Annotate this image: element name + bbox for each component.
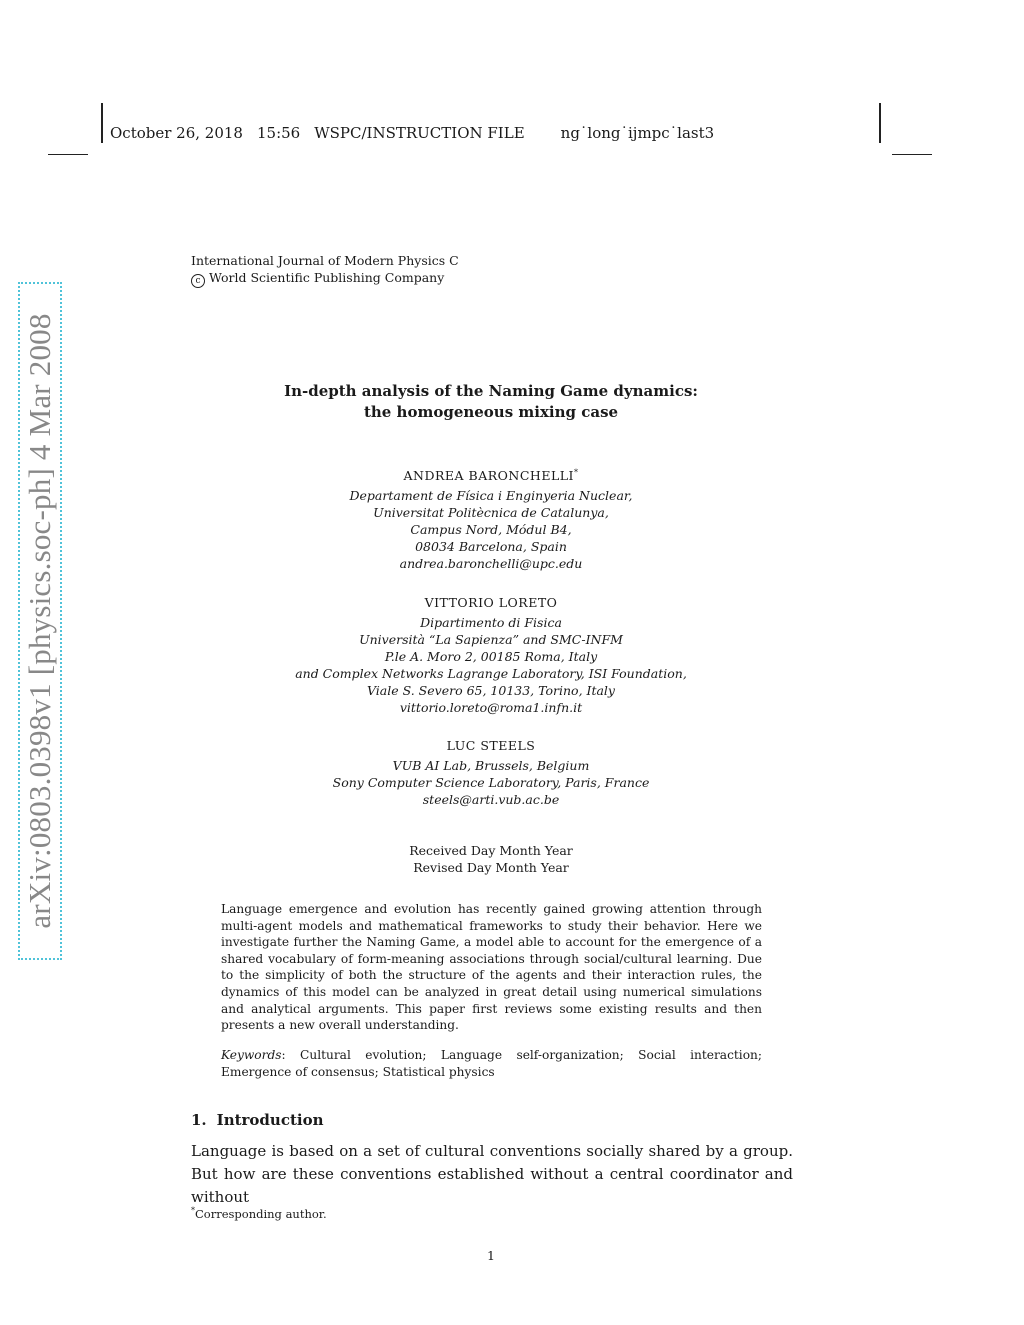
affiliation-line: and Complex Networks Lagrange Laboratory, ISI Foundation, [295,666,687,681]
keywords-label: Keywords [221,1048,282,1062]
author-affiliation [190,614,792,716]
keywords-text: : Cultural evolution; Language self-organization; Social interaction; Emergence of consensus; Statistical physics [221,1048,762,1079]
copyright-icon: c [191,274,205,288]
header-time: 15:56 [256,124,301,142]
affiliation-line: Sony Computer Science Laboratory, Paris, France [332,775,650,790]
affiliation-line: Campus Nord, Módul B4, [410,522,572,538]
author-email: vittorio.loreto@roma1.infn.it [399,700,583,715]
footnote-marker: * [191,1206,195,1215]
title-line-1: In-depth analysis of the Naming Game dynamics: [284,382,698,400]
section-heading [191,1111,324,1129]
intro-paragraph: Language is based on a set of cultural conventions socially shared by a group. But how are these conventions established without a central coordinator and without [191,1142,793,1206]
submission-dates [190,842,792,876]
abstract: Language emergence and evolution has recently gained growing attention through multi-agent models and mathematical frameworks to study their behavior. Here we investigate further the Naming Game, a model able to account for the emergence of a shared vocabulary of form-meaning associations through social/cultural learning. Due to the simplicity of both the structure of the agents and their interaction rules, the dynamics of this model can be analyzed in great detail using numerical simulations and analytical arguments. This paper first reviews some existing results and then presents a new overall understanding. [221,902,762,1033]
affiliation-line: P.le A. Moro 2, 00185 Roma, Italy [384,649,598,664]
copyright-line [191,269,459,288]
crop-mark [879,103,881,143]
page-number: 1 [487,1248,495,1263]
affiliation-line: Viale S. Severo 65, 10133, Torino, Italy [366,683,615,698]
author-block [190,738,792,808]
arxiv-stamp[interactable] [18,282,62,960]
keywords [221,1047,762,1080]
footnote-text: Corresponding author. [195,1206,327,1221]
paper-title [190,381,792,423]
affiliation-line: Università “La Sapienza” and SMC-INFM [359,632,623,647]
crop-mark [101,103,103,143]
section-title: Introduction [216,1111,324,1129]
section-number: 1. [191,1111,207,1129]
arxiv-identifier[interactable]: arXiv:0803.0398v1 [physics.soc-ph] 4 Mar 2008 [22,313,57,929]
author-email: steels@arti.vub.ac.be [422,792,560,807]
author-affiliation [190,487,792,572]
publisher-name: World Scientific Publishing Company [209,270,445,285]
author-name: ANDREA BARONCHELLI* [403,468,579,484]
author-name: LUC STEELS [446,738,536,753]
running-header [110,124,714,142]
crop-mark [892,154,932,155]
footnote [191,1206,327,1221]
author-block [190,595,792,716]
affiliation-line: VUB AI Lab, Brussels, Belgium [392,758,590,773]
author-block [190,468,792,572]
header-date: October 26, 2018 [110,124,243,142]
affiliation-line: Universitat Politècnica de Catalunya, [373,505,609,521]
affiliation-line: Dipartimento di Fisica [420,615,562,630]
title-line-2: the homogeneous mixing case [363,403,619,421]
footnote-marker: * [573,468,579,477]
author-email: andrea.baronchelli@upc.edu [399,556,583,572]
header-file-type: WSPC/INSTRUCTION FILE [314,124,525,142]
author-affiliation [190,757,792,808]
received-date: Received Day Month Year [409,843,573,858]
revised-date: Revised Day Month Year [413,860,569,875]
author-name: VITTORIO LORETO [424,595,558,610]
crop-mark [48,154,88,155]
journal-info [191,252,459,288]
affiliation-line: 08034 Barcelona, Spain [415,539,567,555]
affiliation-line: Departament de Física i Enginyeria Nuclear, [349,488,633,504]
header-file-name: ng˙long˙ijmpc˙last3 [560,124,715,142]
journal-name: International Journal of Modern Physics C [191,253,459,268]
